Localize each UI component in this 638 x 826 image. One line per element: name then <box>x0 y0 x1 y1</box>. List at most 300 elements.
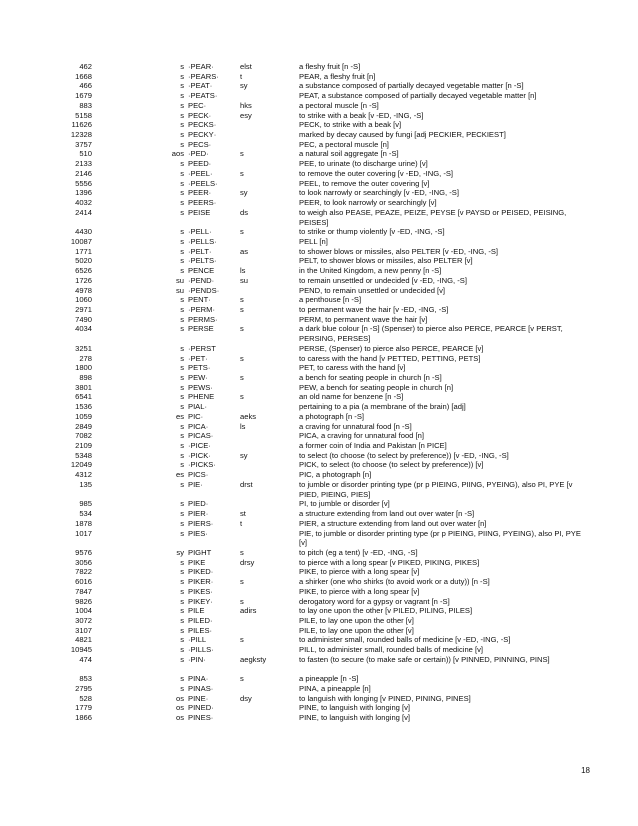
entry-definition: derogatory word for a gypsy or vagrant [n -S] <box>299 596 450 606</box>
word-entry-row <box>0 188 638 198</box>
entry-word: ·PICKS· <box>188 460 216 470</box>
front-hooks: s <box>180 246 184 256</box>
entry-word: PIE· <box>188 479 203 489</box>
word-entry-row <box>0 567 638 577</box>
entry-definition: a former coin of India and Pakistan [n PICE] <box>299 441 447 451</box>
entry-word: PICS· <box>188 470 209 480</box>
entry-word: PINAS· <box>188 684 214 693</box>
word-entry-row <box>0 528 638 548</box>
back-hooks: as <box>240 246 249 256</box>
front-hooks: s <box>180 615 184 625</box>
entry-number: 2146 <box>75 168 92 178</box>
entry-number: 6541 <box>75 392 92 402</box>
front-hooks: s <box>180 528 184 538</box>
back-hooks: ls <box>240 266 246 276</box>
entry-word: PHENE <box>188 392 215 402</box>
entry-definition: a photograph [n -S] <box>299 411 365 421</box>
entry-word: PINA· <box>188 674 209 684</box>
entry-number: 3251 <box>75 343 92 353</box>
front-hooks: s <box>180 684 184 693</box>
entry-number: 5158 <box>75 110 92 120</box>
entry-definition: to jumble or disorder printing type (pr p PIEING, PIING, PYEING), also PI, PYE [v PIED, PIEING, PIES] <box>299 479 573 499</box>
word-entry-row <box>0 363 638 373</box>
entry-definition: to look narrowly or searchingly [v -ED, -ING, -S] <box>299 188 459 198</box>
entry-number: 2133 <box>75 159 92 169</box>
entry-definition: to pierce with a long spear [v PIKED, PIKING, PIKES] <box>299 557 480 567</box>
entry-word: PEERS· <box>188 198 217 208</box>
entry-definition: PINE, to languish with longing [v] <box>299 713 411 723</box>
word-entry-row <box>0 101 638 111</box>
entry-word: ·PELL· <box>188 227 212 237</box>
front-hooks: s <box>180 343 184 353</box>
word-entry-row <box>0 460 638 470</box>
entry-definition: PELT, to shower blows or missiles, also PELTER [v] <box>299 256 473 266</box>
front-hooks: s <box>180 207 184 217</box>
back-hooks: s <box>240 304 244 314</box>
front-hooks: s <box>180 178 184 188</box>
entry-number: 6526 <box>75 266 92 276</box>
front-hooks: s <box>180 567 184 577</box>
entry-number: 278 <box>79 353 92 363</box>
entry-definition: PILE, to lay one upon the other [v] <box>299 615 414 625</box>
front-hooks: su <box>175 285 184 295</box>
entry-word: ·PEAR· <box>188 62 214 71</box>
entry-word: ·PET· <box>188 353 208 363</box>
entry-word: PIAL· <box>188 402 207 412</box>
word-entry-row <box>0 130 638 140</box>
word-entry-row <box>0 286 638 296</box>
word-entry-row <box>0 62 638 72</box>
word-entry-row <box>0 422 638 432</box>
entry-word: PERMS· <box>188 314 218 324</box>
entry-word: PECK· <box>188 110 212 120</box>
entry-word: ·PELT· <box>188 246 212 256</box>
back-hooks: t <box>240 518 243 528</box>
entry-word: PICAS· <box>188 431 214 441</box>
entry-definition: to shower blows or missiles, also PELTER [v -ED, -ING, -S] <box>299 246 499 256</box>
word-entry-row <box>0 402 638 412</box>
entry-number: 1396 <box>75 188 92 198</box>
front-hooks: s <box>180 402 184 412</box>
front-hooks: s <box>180 236 184 246</box>
word-entry-row <box>0 237 638 247</box>
entry-word: PIGHT <box>188 547 212 557</box>
entry-number: 5020 <box>75 256 92 266</box>
front-hooks: s <box>180 421 184 431</box>
entry-word: PIC· <box>188 411 204 421</box>
entry-number: 898 <box>79 373 92 382</box>
front-hooks: s <box>180 227 184 237</box>
front-hooks: s <box>180 91 184 101</box>
entry-definition: PEND, to remain unsettled or undecided [v] <box>299 285 446 295</box>
front-hooks: s <box>180 606 184 616</box>
entry-definition: PINA, a pineapple [n] <box>299 684 371 693</box>
entry-number: 2795 <box>75 684 92 693</box>
front-hooks: s <box>180 392 184 402</box>
back-hooks: s <box>240 227 244 237</box>
front-hooks: s <box>180 188 184 198</box>
word-entry-row <box>0 703 638 713</box>
entry-number: 3107 <box>75 625 92 635</box>
back-hooks: s <box>240 149 244 159</box>
back-hooks: hks <box>240 100 252 110</box>
entry-number: 1017 <box>75 528 92 538</box>
word-entry-row <box>0 499 638 509</box>
entry-definition: PI, to jumble or disorder [v] <box>299 499 390 509</box>
entry-word: PEER· <box>188 188 212 198</box>
front-hooks: s <box>180 654 184 664</box>
entry-word: PILES· <box>188 625 213 635</box>
entry-number: 853 <box>79 674 92 684</box>
entry-number: 1059 <box>75 411 92 421</box>
entry-word: PIKES· <box>188 586 213 596</box>
front-hooks: s <box>180 159 184 169</box>
entry-number: 3757 <box>75 139 92 149</box>
entry-definition: to remain unsettled or undecided [v -ED, -ING, -S] <box>299 275 467 285</box>
back-hooks: s <box>240 674 244 684</box>
entry-definition: to strike or thump violently [v -ED, -ING, -S] <box>299 227 445 237</box>
entry-number: 4032 <box>75 198 92 208</box>
entry-word: PEWS· <box>188 382 213 392</box>
entry-definition: a substance composed of partially decayed vegetable matter [n -S] <box>299 81 524 91</box>
back-hooks: s <box>240 635 244 645</box>
entry-definition: PINE, to languish with longing [v] <box>299 703 411 713</box>
entry-number: 985 <box>79 499 92 509</box>
entry-definition: PET, to caress with the hand [v] <box>299 363 406 373</box>
front-hooks: s <box>180 586 184 596</box>
entry-word: ·PED· <box>188 149 209 159</box>
back-hooks: sy <box>240 188 248 198</box>
entry-word: PECKY· <box>188 130 217 140</box>
back-hooks: ls <box>240 421 246 431</box>
entry-word: PINE· <box>188 693 209 703</box>
word-entry-row <box>0 344 638 354</box>
front-hooks: s <box>180 635 184 645</box>
word-entry-row <box>0 577 638 587</box>
front-hooks: s <box>180 382 184 392</box>
entry-definition: to pitch (eg a tent) [v -ED, -ING, -S] <box>299 547 418 557</box>
entry-number: 9576 <box>75 547 92 557</box>
entry-word: ·PILL <box>188 635 207 645</box>
front-hooks: s <box>180 198 184 208</box>
entry-definition: to lay one upon the other [v PILED, PILING, PILES] <box>299 606 473 616</box>
word-entry-row <box>0 218 638 228</box>
front-hooks: s <box>180 509 184 519</box>
entry-number: 1866 <box>75 713 92 723</box>
front-hooks: s <box>180 62 184 71</box>
back-hooks: dsy <box>240 693 252 703</box>
front-hooks: os <box>175 693 184 703</box>
back-hooks: elst <box>240 62 252 71</box>
entry-definition: PIKE, to pierce with a long spear [v] <box>299 567 420 577</box>
entry-definition: PERSE, (Spenser) to pierce also PERCE, PEARCE [v] <box>299 343 484 353</box>
entry-word: ·PEATS· <box>188 91 218 101</box>
entry-definition: to permanent wave the hair [v -ED, -ING, -S] <box>299 304 449 314</box>
word-entry-row <box>0 120 638 130</box>
entry-number: 7847 <box>75 586 92 596</box>
entry-word: PIKED· <box>188 567 214 577</box>
entry-definition: to administer small, rounded balls of medicine [v -ED, -ING, -S] <box>299 635 511 645</box>
front-hooks: s <box>180 139 184 149</box>
word-entry-row <box>0 247 638 257</box>
back-hooks: ds <box>240 207 249 217</box>
front-hooks: os <box>175 713 184 723</box>
entry-word: ·PICE· <box>188 441 211 451</box>
entry-definition: PICA, a craving for unnatural food [n] <box>299 431 424 441</box>
entry-number: 12049 <box>70 460 92 470</box>
word-entry-row <box>0 412 638 422</box>
word-entry-row <box>0 694 638 704</box>
entry-definition: marked by decay caused by fungi [adj PECKIER, PECKIEST] <box>299 130 506 140</box>
back-hooks: s <box>240 168 244 178</box>
entry-definition: in the United Kingdom, a new penny [n -S] <box>299 266 442 276</box>
entry-number: 2849 <box>75 421 92 431</box>
entry-definition: PERM, to permanent wave the hair [v] <box>299 314 428 324</box>
front-hooks: os <box>175 703 184 713</box>
back-hooks: adirs <box>240 606 257 616</box>
entry-number: 534 <box>79 509 92 519</box>
word-entry-row <box>0 373 638 383</box>
entry-word: PINED· <box>188 703 214 713</box>
entry-definition: to caress with the hand [v PETTED, PETTING, PETS] <box>299 353 481 363</box>
entry-number: 3056 <box>75 557 92 567</box>
word-entry-row <box>0 674 638 684</box>
entry-number: 1800 <box>75 363 92 373</box>
entry-definition: pertaining to a pia (a membrane of the brain) [adj] <box>299 402 466 412</box>
entry-definition: PEER, to look narrowly or searchingly [v] <box>299 198 437 208</box>
entry-definition: PICK, to select (to choose (to select by preference)) [v] <box>299 460 484 470</box>
word-entry-row <box>0 558 638 568</box>
entry-number: 1878 <box>75 518 92 528</box>
word-entry-row <box>0 645 638 655</box>
entry-word: PENT· <box>188 295 211 305</box>
word-entry-row <box>0 665 638 675</box>
back-hooks: aeks <box>240 411 257 421</box>
entry-definition: PELL [n] <box>299 236 328 246</box>
back-hooks: esy <box>240 110 252 120</box>
back-hooks: aegksty <box>240 654 267 664</box>
front-hooks: es <box>175 470 184 480</box>
entry-word: PICA· <box>188 421 209 431</box>
entry-number: 4978 <box>75 285 92 295</box>
front-hooks: s <box>180 295 184 305</box>
word-entry-row <box>0 587 638 597</box>
word-entry-row <box>0 207 638 227</box>
entry-word: PECS· <box>188 139 212 149</box>
front-hooks: s <box>180 363 184 373</box>
word-entry-row <box>0 159 638 169</box>
entry-number: 1536 <box>75 402 92 412</box>
entry-number: 7082 <box>75 431 92 441</box>
front-hooks: aos <box>171 149 184 159</box>
entry-number: 1779 <box>75 703 92 713</box>
entry-word: PIER· <box>188 509 209 519</box>
front-hooks: s <box>180 373 184 382</box>
entry-definition: a dark blue colour [n -S] (Spenser) to pierce also PERCE, PEARCE [v PERST, PERSING, PERSES] <box>299 324 563 344</box>
word-entry-row <box>0 655 638 665</box>
front-hooks: s <box>180 81 184 91</box>
entry-number: 4430 <box>75 227 92 237</box>
front-hooks: s <box>180 479 184 489</box>
entry-word: ·PEND· <box>188 275 215 285</box>
entry-definition: PEEL, to remove the outer covering [v] <box>299 178 430 188</box>
front-hooks: es <box>175 411 184 421</box>
back-hooks: su <box>240 275 249 285</box>
word-entry-row <box>0 626 638 636</box>
word-entry-row <box>0 479 638 499</box>
back-hooks: sy <box>240 450 248 460</box>
front-hooks: s <box>180 168 184 178</box>
word-entry-row <box>0 149 638 159</box>
word-entry-row <box>0 179 638 189</box>
word-entry-row <box>0 111 638 121</box>
entry-number: 1060 <box>75 295 92 305</box>
back-hooks: drsy <box>240 557 255 567</box>
entry-definition: PILL, to administer small, rounded balls of medicine [v] <box>299 645 484 655</box>
entry-definition: to strike with a beak [v -ED, -ING, -S] <box>299 110 424 120</box>
front-hooks: s <box>180 499 184 509</box>
entry-number: 4821 <box>75 635 92 645</box>
word-entry-row <box>0 305 638 315</box>
entry-number: 12328 <box>70 130 92 140</box>
entry-number: 5556 <box>75 178 92 188</box>
entry-word: ·PEEL· <box>188 168 213 178</box>
entry-word: ·PIN· <box>188 654 206 664</box>
entry-number: 135 <box>79 479 92 489</box>
entry-definition: to languish with longing [v PINED, PINING, PINES] <box>299 693 471 703</box>
word-entry-row <box>0 354 638 364</box>
entry-word: ·PERM· <box>188 304 215 314</box>
word-entry-row <box>0 256 638 266</box>
entry-word: PEW· <box>188 373 208 382</box>
entry-word: PINES· <box>188 713 214 723</box>
entry-number: 10087 <box>70 236 92 246</box>
front-hooks: s <box>180 674 184 684</box>
entry-word: ·PERST <box>188 343 216 353</box>
entry-definition: a structure extending from land out over water [n -S] <box>299 509 475 519</box>
entry-definition: PEW, a bench for seating people in church [n] <box>299 382 454 392</box>
word-entry-row <box>0 606 638 616</box>
back-hooks: s <box>240 392 244 402</box>
back-hooks: drst <box>240 479 253 489</box>
front-hooks: s <box>180 100 184 110</box>
word-entry-row <box>0 509 638 519</box>
entry-word: ·PELTS· <box>188 256 217 266</box>
entry-definition: a penthouse [n -S] <box>299 295 362 305</box>
back-hooks: t <box>240 71 243 81</box>
entry-word: PEED· <box>188 159 212 169</box>
entry-number: 4034 <box>75 324 92 334</box>
entry-number: 4312 <box>75 470 92 480</box>
entry-number: 2414 <box>75 207 92 217</box>
entry-number: 1004 <box>75 606 92 616</box>
word-entry-row <box>0 519 638 529</box>
word-entry-row <box>0 324 638 344</box>
entry-number: 1679 <box>75 91 92 101</box>
entry-number: 6016 <box>75 577 92 587</box>
entry-word: ·PILLS· <box>188 645 214 655</box>
entry-definition: to fasten (to secure (to make safe or certain)) [v PINNED, PINNING, PINS] <box>299 654 550 664</box>
entry-number: 883 <box>79 100 92 110</box>
front-hooks: s <box>180 314 184 324</box>
word-entry-row <box>0 140 638 150</box>
entry-number: 3072 <box>75 615 92 625</box>
word-entry-row <box>0 538 638 548</box>
entry-definition: to weigh also PEASE, PEAZE, PEIZE, PEYSE [v PAYSD or PEISED, PEISING, PEISES] <box>299 207 567 227</box>
entry-definition: a pectoral muscle [n -S] <box>299 100 379 110</box>
entry-definition: to remove the outer covering [v -ED, -ING, -S] <box>299 168 454 178</box>
word-entry-row <box>0 276 638 286</box>
word-entry-row <box>0 441 638 451</box>
word-entry-row <box>0 431 638 441</box>
word-entry-row <box>0 490 638 500</box>
back-hooks: s <box>240 324 244 334</box>
entry-definition: a bench for seating people in church [n -S] <box>299 373 442 382</box>
back-hooks: sy <box>240 81 248 91</box>
word-entry-row <box>0 81 638 91</box>
word-entry-row <box>0 713 638 723</box>
word-list <box>0 62 638 723</box>
entry-definition: a craving for unnatural food [n -S] <box>299 421 412 431</box>
front-hooks: s <box>180 460 184 470</box>
front-hooks: s <box>180 130 184 140</box>
entry-definition: a pineapple [n -S] <box>299 674 359 684</box>
entry-word: PIED· <box>188 499 209 509</box>
entry-word: ·PEARS· <box>188 71 219 81</box>
front-hooks: s <box>180 596 184 606</box>
entry-word: ·PEAT· <box>188 81 213 91</box>
entry-definition: a fleshy fruit [n -S] <box>299 62 361 71</box>
entry-number: 10945 <box>70 645 92 655</box>
entry-number: 7490 <box>75 314 92 324</box>
entry-number: 5348 <box>75 450 92 460</box>
entry-number: 474 <box>79 654 92 664</box>
entry-word: PIKER· <box>188 577 214 587</box>
entry-word: PEC· <box>188 100 207 110</box>
entry-word: PECKS· <box>188 120 217 130</box>
entry-definition: an old name for benzene [n -S] <box>299 392 404 402</box>
front-hooks: su <box>175 275 184 285</box>
entry-definition: PEAT, a substance composed of partially decayed vegetable matter [n] <box>299 91 537 101</box>
back-hooks: s <box>240 353 244 363</box>
entry-number: 528 <box>79 693 92 703</box>
front-hooks: s <box>180 71 184 81</box>
front-hooks: s <box>180 256 184 266</box>
entry-word: ·PELLS· <box>188 236 217 246</box>
front-hooks: s <box>180 450 184 460</box>
word-entry-row <box>0 383 638 393</box>
entry-definition: PEE, to urinate (to discharge urine) [v] <box>299 159 428 169</box>
entry-definition: PEAR, a fleshy fruit [n] <box>299 71 376 81</box>
entry-number: 2109 <box>75 441 92 451</box>
front-hooks: s <box>180 266 184 276</box>
word-entry-row <box>0 684 638 694</box>
entry-word: ·PICK· <box>188 450 211 460</box>
entry-word: PEISE <box>188 207 211 217</box>
entry-number: 9826 <box>75 596 92 606</box>
back-hooks: s <box>240 577 244 587</box>
word-entry-row <box>0 597 638 607</box>
entry-number: 1726 <box>75 275 92 285</box>
entry-definition: a natural soil aggregate [n -S] <box>299 149 399 159</box>
entry-number: 462 <box>79 62 92 71</box>
back-hooks: st <box>240 509 246 519</box>
entry-number: 2971 <box>75 304 92 314</box>
front-hooks: s <box>180 120 184 130</box>
front-hooks: s <box>180 518 184 528</box>
front-hooks: s <box>180 645 184 655</box>
entry-word: PIKEY· <box>188 596 213 606</box>
